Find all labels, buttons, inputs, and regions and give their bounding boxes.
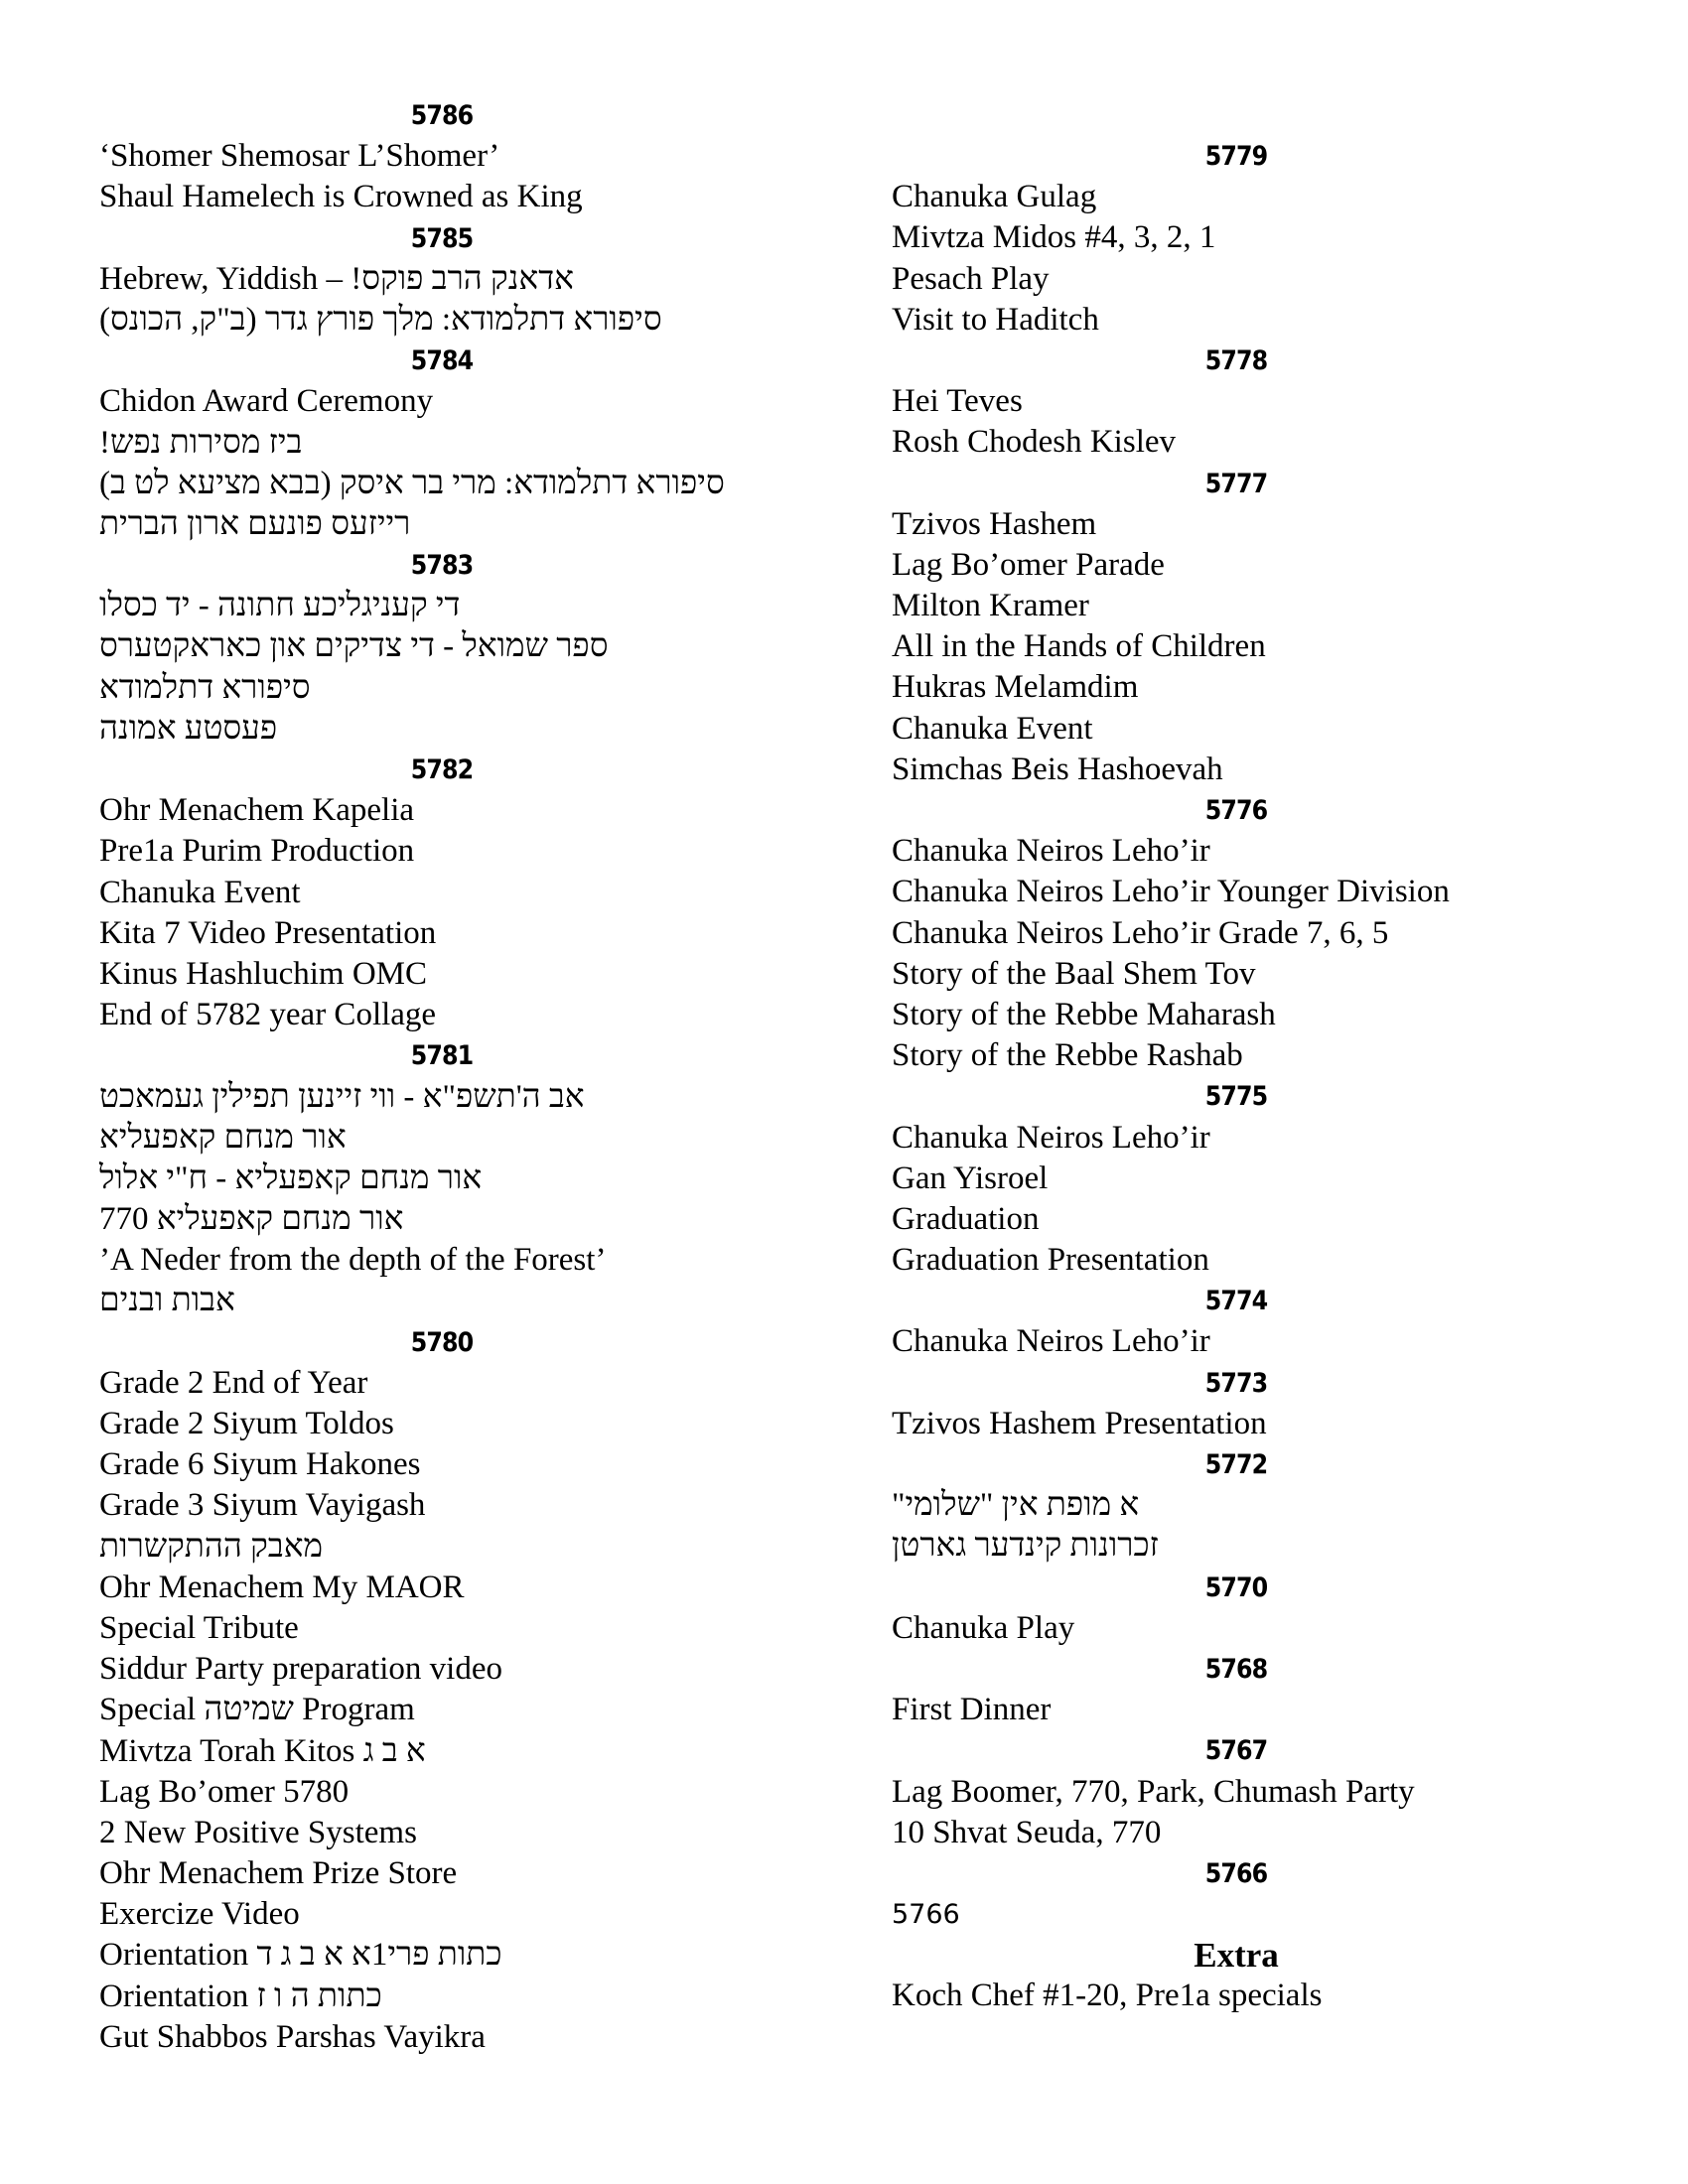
list-item: Mivtza Torah Kitos א ב ג [99,1732,426,1769]
list-item: 10 Shvat Seuda, 770 [892,1814,1162,1850]
list-item: Pesach Play [892,260,1050,297]
list-item: 5766 [892,1899,960,1931]
list-item: אב ה'תשפ"א - ווי זיינען תפילין געמאכט [99,1078,585,1115]
year-heading: 5770 [1204,1571,1268,1603]
year-heading: 5780 [410,1326,474,1358]
list-item: Chanuka Neiros Leho’ir [892,1119,1210,1156]
list-item: Gut Shabbos Parshas Vayikra [99,2018,486,2055]
list-item: Exercize Video [99,1896,300,1933]
list-item: Simchas Beis Hashoevah [892,751,1223,787]
year-heading: 5785 [410,222,474,254]
list-item: ’A Neder from the depth of the Forest’ [99,1242,607,1279]
year-heading: 5766 [1204,1857,1268,1889]
year-heading: 5786 [410,100,474,131]
list-item: רייזעס פונעם ארון הברית [99,505,411,542]
year-heading: 5773 [1204,1367,1268,1399]
list-item: Grade 6 Siyum Hakones [99,1446,421,1483]
list-item: Chanuka Neiros Leho’ir [892,833,1210,870]
list-item: אור מנחם קאפעליא 770 [99,1201,404,1238]
year-heading: 5767 [1204,1735,1268,1767]
list-item: Lag Boomer, 770, Park, Chumash Party [892,1773,1415,1810]
list-item: Chanuka Neiros Leho’ir Grade 7, 6, 5 [892,914,1389,951]
list-item: סיפורא דתלמודא: מרי בר איסק (בבא מציעא לט ב) [99,465,725,501]
year-heading: 5776 [1204,795,1268,826]
list-item: א מופת אין "שלומי" [892,1487,1140,1524]
year-heading: 5778 [1204,344,1268,376]
year-heading: 5774 [1204,1286,1268,1317]
year-heading: 5783 [410,550,474,582]
list-item: Story of the Rebbe Maharash [892,996,1276,1032]
year-heading: 5782 [410,754,474,785]
list-item: ספר שמואל - די צדיקים און כאראקטערס [99,628,609,665]
list-item: 2 New Positive Systems [99,1814,417,1850]
list-item: סיפורא דתלמודא [99,669,311,706]
list-item: Grade 2 End of Year [99,1364,368,1401]
list-item: אדאנק הרב פוקס! – Hebrew, Yiddish [99,260,574,297]
list-item: Chanuka Neiros Leho’ir [892,1323,1210,1360]
year-heading: 5768 [1204,1653,1268,1685]
list-item: Milton Kramer [892,588,1089,624]
list-item: פעסטע אמונה [99,710,278,747]
list-item: Chidon Award Ceremony [99,383,434,420]
list-item: Hukras Melamdim [892,669,1139,706]
list-item: Koch Chef #1-20, Pre1a specials [892,1978,1323,2014]
list-item: Special שמיטה Program [99,1692,415,1728]
year-heading: 5784 [410,345,474,377]
year-heading: 5779 [1204,141,1268,172]
list-item: Grade 2 Siyum Toldos [99,1406,394,1441]
list-item: Story of the Baal Shem Tov [892,955,1256,992]
list-item: Pre1a Purim Production [99,833,415,870]
list-item: End of 5782 year Collage [99,997,437,1033]
list-item: Chanuka Neiros Leho’ir Younger Division [892,874,1450,910]
list-item: Graduation [892,1200,1040,1237]
list-item: ‘Shomer Shemosar L’Shomer’ [99,138,500,175]
list-item: Mivtza Midos #4, 3, 2, 1 [892,219,1216,256]
list-item: Ohr Menachem My MAOR [99,1569,465,1605]
list-item: Orientation כתות פרי1א א ב ג ד [99,1937,502,1974]
list-item: All in the Hands of Children [892,628,1266,665]
list-item: Chanuka Event [99,874,301,910]
list-item: אור מנחם קאפעליא [99,1119,347,1156]
list-item: אבות ובנים [99,1283,235,1319]
year-heading: 5781 [410,1040,474,1072]
list-item: אור מנחם קאפעליא - ח"י אלול [99,1160,483,1196]
left-column [99,95,784,2058]
list-item: First Dinner [892,1692,1052,1728]
list-item: Special Tribute [99,1609,299,1646]
list-item: Visit to Haditch [892,301,1099,338]
list-item: Siddur Party preparation video [99,1651,502,1688]
list-item: Ohr Menachem Kapelia [99,792,415,829]
list-item: די קעניגליכע חתונה - יד כסלו [99,588,461,624]
right-column [892,136,1581,2017]
list-item: Rosh Chodesh Kislev [892,424,1177,461]
list-item: Orientation כתות ה ו ז [99,1978,382,2014]
list-item: Story of the Rebbe Rashab [892,1037,1243,1074]
list-item: Grade 3 Siyum Vayigash [99,1487,426,1524]
list-item: Kinus Hashluchim OMC [99,955,427,992]
list-item: ביז מסירות נפש! [99,424,303,461]
list-item: Tzivos Hashem Presentation [892,1405,1267,1441]
list-item: Ohr Menachem Prize Store [99,1855,458,1892]
list-item: Hei Teves [892,383,1023,420]
list-item: Graduation Presentation [892,1242,1209,1279]
list-item: Gan Yisroel [892,1160,1049,1196]
list-item: Tzivos Hashem [892,505,1097,542]
list-item: Kita 7 Video Presentation [99,914,437,951]
list-item: Lag Bo’omer Parade [892,546,1165,583]
list-item: Shaul Hamelech is Crowned as King [99,179,583,215]
list-item: סיפורא דתלמודא: מלך פורץ גדר (ב"ק, הכונס) [99,301,662,338]
section-heading-extra: Extra [1194,1936,1279,1976]
year-heading: 5777 [1204,468,1268,499]
year-heading: 5772 [1204,1449,1268,1480]
list-item: מאבק ההתקשרות [99,1528,324,1565]
list-item: Lag Bo’omer 5780 [99,1773,350,1810]
list-item: Chanuka Play [892,1609,1075,1646]
list-item: זכרונות קינדער גארטן [892,1528,1159,1565]
year-heading: 5775 [1204,1081,1268,1113]
list-item: Chanuka Gulag [892,179,1097,215]
list-item: Chanuka Event [892,710,1093,747]
